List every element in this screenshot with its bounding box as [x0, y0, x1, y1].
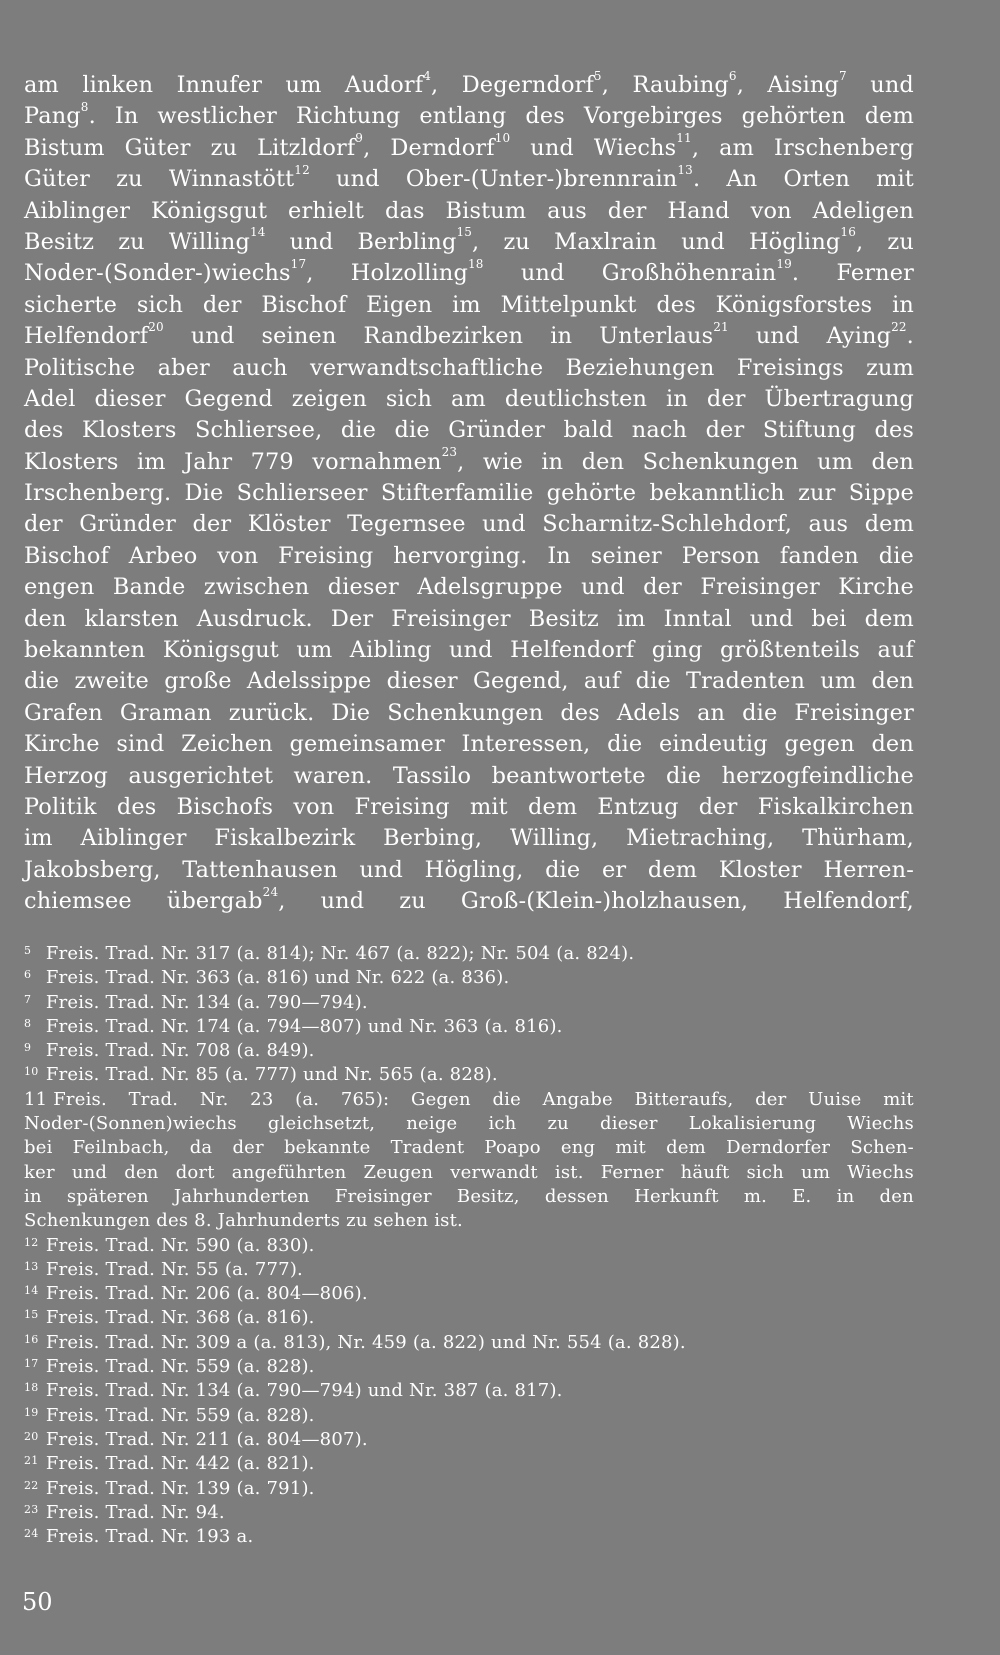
text-line: der Gründer der Klöster Tegernsee und Scharnitz-Schlehdorf, aus dem [24, 511, 914, 538]
text-line: Klosters im Jahr 779 vornahmen$^{23}$, wie in den Schenkungen um den [24, 445, 914, 475]
main-paragraph [24, 70, 914, 918]
footnote-number: 21 [24, 1454, 39, 1468]
footnote-11-line: in späteren Jahrhunderten Freisinger Besitz, dessen Herkunft m. E. in den [24, 1185, 914, 1207]
footnote-number: 7 [24, 992, 32, 1006]
footnote-text: Freis. Trad. Nr. 193 a. [40, 1526, 254, 1548]
text-line: Irschenberg. Die Schlierseer Stifterfamilie gehörte bekanntlich zur Sippe [24, 480, 914, 507]
footnote [24, 1355, 914, 1379]
footnote-number: 18 [24, 1381, 39, 1395]
text-line: engen Bande zwischen dieser Adelsgruppe und der Freisinger Kirche [24, 574, 914, 601]
text-line: Adel dieser Gegend zeigen sich am deutlichsten in der Übertragung [24, 385, 914, 412]
footnote-text: Freis. Trad. Nr. 206 (a. 804—806). [40, 1283, 368, 1305]
footnote-text: Freis. Trad. Nr. 139 (a. 791). [40, 1477, 315, 1499]
footnote-11-line: ker und den dort angeführten Zeugen verwandt ist. Ferner häuft sich um Wiechs [24, 1161, 914, 1183]
footnote-number: 8 [24, 1016, 32, 1030]
footnote [24, 1234, 914, 1258]
footnote [24, 1015, 914, 1039]
text-line: Jakobsberg, Tattenhausen und Högling, die er dem Kloster Herren- [24, 856, 914, 883]
footnote-text: Freis. Trad. Nr. 55 (a. 777). [40, 1258, 303, 1280]
text-line: Grafen Graman zurück. Die Schenkungen des Adels an die Freisinger [24, 699, 914, 726]
text-line: Politische aber auch verwandtschaftliche Beziehungen Freisings zum [24, 354, 914, 381]
footnote-text: Freis. Trad. Nr. 134 (a. 790—794) und Nr. 387 (a. 817). [40, 1380, 563, 1402]
footnote-11-line: 11 Freis. Trad. Nr. 23 (a. 765): Gegen die Angabe Bitteraufs, der Uuise mit [24, 1088, 914, 1110]
footnote-text: Freis. Trad. Nr. 94. [40, 1501, 225, 1523]
footnote-text: Freis. Trad. Nr. 174 (a. 794—807) und Nr. 363 (a. 816). [40, 1015, 563, 1037]
footnote-number: 19 [24, 1405, 39, 1419]
footnote-text: Freis. Trad. Nr. 708 (a. 849). [40, 1040, 315, 1062]
footnote-number: 17 [24, 1357, 39, 1371]
footnote [24, 1063, 914, 1087]
footnote-text: Freis. Trad. Nr. 559 (a. 828). [40, 1404, 315, 1426]
footnote-text: Freis. Trad. Nr. 309 a (a. 813), Nr. 459 (a. 822) und Nr. 554 (a. 828). [40, 1331, 686, 1353]
footnote [24, 1477, 914, 1501]
footnote-11-line: Schenkungen des 8. Jahrhunderts zu sehen ist. [24, 1210, 463, 1232]
footnote [24, 1379, 914, 1403]
text-line: Herzog ausgerichtet waren. Tassilo beantwortete die herzogfeindliche [24, 762, 914, 789]
footnote-number: 6 [24, 968, 32, 982]
footnote-number: 16 [24, 1332, 39, 1346]
footnote-number: 13 [24, 1259, 39, 1273]
text-line: im Aiblinger Fiskalbezirk Berbing, Willing, Mietraching, Thürham, [24, 825, 914, 852]
text-line: Bischof Arbeo von Freising hervorging. In seiner Person fanden die [24, 542, 914, 569]
text-line: Kirche sind Zeichen gemeinsamer Interessen, die eindeutig gegen den [24, 731, 914, 758]
text-line: die zweite große Adelssippe dieser Gegend, auf die Tradenten um den [24, 668, 914, 695]
footnote-number: 22 [24, 1478, 39, 1492]
footnote [24, 1331, 914, 1355]
text-line: Noder-(Sonder-)wiechs$^{17}$, Holzolling$^{18}$ und Großhöhenrain$^{19}$. Ferner [24, 256, 914, 287]
footnote-number: 23 [24, 1502, 39, 1516]
footnote [24, 942, 914, 966]
footnote-text: Freis. Trad. Nr. 590 (a. 830). [40, 1234, 315, 1256]
text-line: Besitz zu Willing$^{14}$ und Berbling$^{15}$, zu Maxlrain und Högling$^{16}$, zu [24, 225, 914, 255]
footnote [24, 1428, 914, 1452]
footnote-text: Freis. Trad. Nr. 85 (a. 777) und Nr. 565 (a. 828). [40, 1064, 498, 1086]
footnote [24, 991, 914, 1015]
footnote-number: 11 [24, 1088, 48, 1110]
text-line: am linken Innufer um Audorf$^4$, Degerndorf$^5$, Raubing$^6$, Aising$^7$ und [24, 68, 914, 98]
footnote [24, 966, 914, 990]
text-line: chiemsee übergab$^{24}$, und zu Groß-(Klein-)holzhausen, Helfendorf, [24, 884, 914, 915]
footnote-number: 14 [24, 1284, 39, 1298]
body-text [24, 70, 914, 918]
footnote-text: Freis. Trad. Nr. 211 (a. 804—807). [40, 1428, 368, 1450]
text-line: bekannten Königsgut um Aibling und Helfendorf ging größtenteils auf [24, 637, 914, 664]
text-line: Pang$^8$. In westlicher Richtung entlang des Vorgebirges gehörten dem [24, 99, 914, 130]
footnote-text: Freis. Trad. Nr. 368 (a. 816). [40, 1307, 315, 1329]
footnote [24, 1501, 914, 1525]
footnote-number: 15 [24, 1308, 39, 1322]
text-line: des Klosters Schliersee, die die Gründer bald nach der Stiftung des [24, 417, 914, 444]
footnote [24, 1404, 914, 1428]
footnote-number: 24 [24, 1527, 39, 1541]
footnotes-section [24, 942, 914, 1549]
footnote [24, 1525, 914, 1549]
text-line: Güter zu Winnastött$^{12}$ und Ober-(Unter-)brennrain$^{13}$. An Orten mit [24, 162, 914, 193]
text-line: Bistum Güter zu Litzldorf$^9$, Derndorf$^{10}$ und Wiechs$^{11}$, am Irschenberg [24, 131, 914, 161]
footnote-text: Freis. Trad. Nr. 134 (a. 790—794). [40, 991, 368, 1013]
footnote [24, 1306, 914, 1330]
footnote-text: Freis. Trad. Nr. 559 (a. 828). [40, 1356, 315, 1378]
footnote-text: Freis. Trad. Nr. 442 (a. 821). [40, 1453, 315, 1475]
footnote [24, 1282, 914, 1306]
footnote-number: 12 [24, 1235, 39, 1249]
footnote-number: 20 [24, 1429, 39, 1443]
footnote [24, 1258, 914, 1282]
text-line: Helfendorf$^{20}$ und seinen Randbezirken in Unterlaus$^{21}$ und Aying$^{22}$. [24, 319, 914, 350]
text-line: den klarsten Ausdruck. Der Freisinger Besitz im Inntal und bei dem [24, 605, 914, 632]
text-line: Aiblinger Königsgut erhielt das Bistum aus der Hand von Adeligen [24, 197, 914, 224]
footnote-11-line: Noder-(Sonnen)wiechs gleichsetzt, neige ich zu dieser Lokalisierung Wiechs [24, 1113, 914, 1135]
footnote-number: 10 [24, 1065, 39, 1079]
footnote-number: 5 [24, 944, 32, 957]
footnote-text: Freis. Trad. Nr. 317 (a. 814); Nr. 467 (a. 822); Nr. 504 (a. 824). [40, 943, 635, 964]
footnote-text: Freis. Trad. Nr. 363 (a. 816) und Nr. 622 (a. 836). [40, 967, 510, 989]
text-line: sicherte sich der Bischof Eigen im Mittelpunkt des Königsforstes in [24, 291, 914, 318]
text-line: Politik des Bischofs von Freising mit dem Entzug der Fiskalkirchen [24, 793, 914, 820]
footnote-number: 9 [24, 1041, 32, 1055]
footnote [24, 1039, 914, 1063]
page-number: 50 [22, 1588, 53, 1616]
footnote-11-line: bei Feilnbach, da der bekannte Tradent Poapo eng mit dem Derndorfer Schen- [24, 1137, 914, 1159]
footnote [24, 1452, 914, 1476]
